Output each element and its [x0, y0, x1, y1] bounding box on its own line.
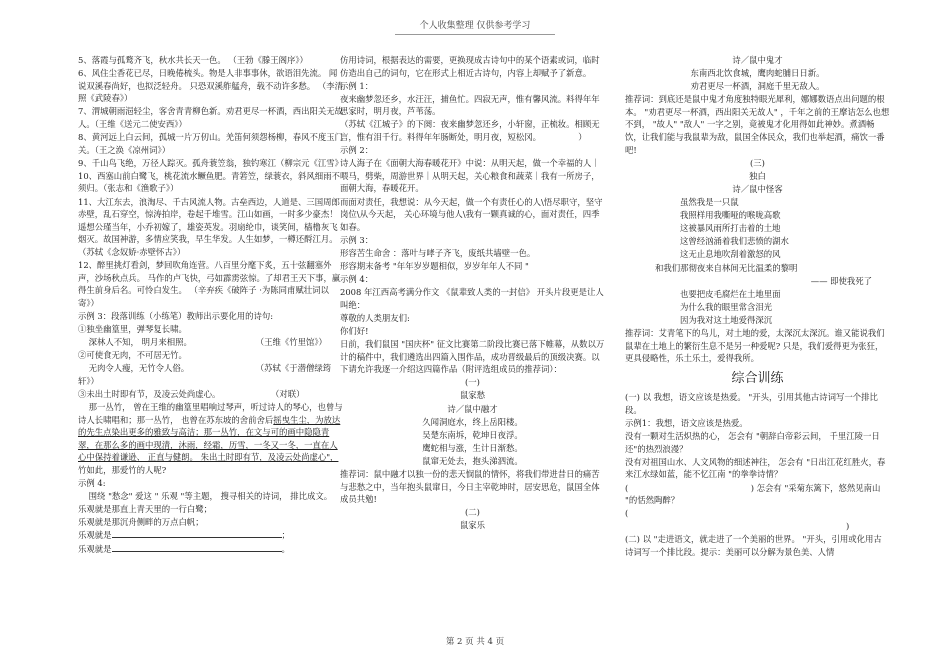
optimism-blank-1: 乐观就是 ； [78, 530, 290, 541]
entry-1-line-1: 久闻洞庭水，终上岳阳楼。 [422, 416, 523, 427]
optimism-blank-2-label: 乐观就是 [78, 543, 112, 554]
c2-example-3-heading: 示例 3： [340, 234, 374, 245]
column-1 [78, 54, 344, 556]
poem-item-12: 12、醉里挑灯看剑，梦回吹角连营。八百里分麾下炙，五十弦翻塞外声，沙场秋点兵。 马作的卢飞快，弓如霹雳弦惊。了却君王天下事，赢得生前身后名。可怜白发生。 （辛弃疾《破阵子 ·为陈同甫赋壮词以寄》） [78, 260, 341, 308]
entry-1-author: 诗／鼠中融才 [447, 403, 498, 414]
example-3-heading: 示例 3：段落训练（小练笔）教师出示要化用的诗句: [78, 310, 274, 321]
entry-3-line-10: 因为我对这土地爱得深沉 [680, 314, 773, 325]
entry-3-line-6: 和我们那彻夜来自林间无比温柔的黎明 [655, 262, 798, 273]
poem-item-11: 11、大江东去，浪淘尽、千古风流人物。古垒西边，人道是、三国周郎赤壁，乱石穿空，惊涛拍岸，卷起千堆雪。江山如画，一时多少豪杰！ 遥想公瑾当年，小乔初嫁了，雄姿英发。羽扇纶巾，谈笑间，樯橹灰飞烟灭。故国神游，多情应笑我，早生华发。人生如梦，一樽还酹江月。（苏轼《念奴娇·赤壁怀古》） [78, 196, 341, 257]
entry-3-line-7: —— 即使我死了 [810, 275, 872, 286]
column-2 [340, 54, 605, 532]
letter-greeting: 你们好! [340, 325, 369, 336]
bamboo-text: 那一丛竹， 曾在王维的幽篁里唱响过琴声，听过诗人的琴心，也曾与诗人长啸唱和；那一丛竹， 也曾在苏东坡的舍前舍后 [78, 402, 343, 425]
fill-blank-line-1[interactable] [112, 537, 282, 538]
c2-example-4-intro: 2008 年江西高考满分作文 《鼠辈致人类的一封信》 开头片段更是让人叫绝： [340, 287, 604, 310]
entry-3-line-3: 这被暴风雨所打击着的土地 [680, 223, 781, 234]
c2-example-3-line-1: 形容苦生命舍 ：落叶与哮子齐飞，废纸共墙壁一色。 [340, 247, 536, 258]
entry-2-recommendation: 推荐词：到底还是鼠中鬼才角度独特眼光犀利，娜娜数语点出问题的根本。 "劝君更尽一杯酒，西出阳关无故人" ，千年之前的王摩诘怎么也想不到， "故人" "敌人" 一字之别，竟被鬼才化用得如此神妙。煮酒畅饮，让我们能与我鼠辈为敌，鼠国全体民众，我们也举起酒，痛饮一番吧! [625, 94, 890, 155]
exercise-1-blank-2-close[interactable]: ) [625, 521, 850, 532]
quote-3: ③未出土时即有节，及凌云处尚虚心。 （对联） [78, 388, 305, 399]
exercise-1-blank-1[interactable]: ( ) 怎会有 "采菊东篱下，悠然见南山 "的恬然陶醉？ [625, 482, 884, 506]
bamboo-tail: 竹如此，那爱竹的人呢? [78, 465, 167, 475]
entry-3-line-8: 也要把皮毛腐烂在土地里面 [680, 288, 781, 299]
exercise-1-example-heading: 示例1：我想，语文应该是热爱。 [625, 418, 748, 429]
entry-2-line-2: 劝君更尽一杯酒，洞庭千里无敌人。 [690, 81, 825, 92]
c2-example-2-text: 诗人海子在《面朝大海春暖花开》中说：从明天起，做一个幸福的人｜喂马，劈柴，周游世界｜从明天起，关心粮食和蔬菜｜我有一所房子，面朝大海，春暖花开。 [340, 158, 600, 194]
entry-3-line-1: 虽然我是一只鼠 [680, 197, 739, 208]
entry-2-line-1: 东南西北饮食城，鹰肉蛇脯日日新。 [690, 68, 825, 79]
entry-1-line-2: 吴楚东南坼，乾坤日夜浮。 [422, 429, 523, 440]
entry-1-line-4: 鼠窜无处去，抱头涕泗流。 [422, 455, 523, 466]
poem-item-8: 8、黄河远上白云间，孤城一片万仞山。羌笛何须怨杨柳，春风不度玉门关。（王之涣《凉州词》） [78, 132, 343, 155]
column-3 [625, 54, 890, 559]
c2-example-1-source: （苏轼《江城子》的下阕：夜来幽梦忽还乡，小轩窗，正梳妆。相顾无言，惟有泪千行。料得年年肠断处，明月夜，短松冈。 ） [340, 119, 600, 143]
poem-item-9: 9、千山鸟飞绝，万径人踪灭。孤舟蓑笠翁，独钓寒江（柳宗元《江雪》 [78, 157, 343, 168]
quote-1a: ①独坐幽篁里，弹琴复长啸。 [78, 323, 187, 334]
entry-2-author: 诗／鼠中鬼才 [732, 55, 783, 65]
entry-2-number: (二) [465, 507, 480, 518]
imitation-intro: 仿用诗词，根据表达的需要，更换现成古诗句中的某个语素或词，临时仿造出自己的词句，它在形式上相近古诗句，内容上却赋予了新意。 [340, 55, 600, 78]
c2-example-4-heading: 示例 4： [340, 274, 374, 285]
entry-3-line-9: 为什么我的眼里常含泪光 [680, 301, 773, 312]
c2-example-2-heading: 示例 2： [340, 145, 374, 156]
entry-3-line-2: 我照样用我嘶哑的喉咙高歌 [680, 210, 781, 221]
c2-example-1-heading: 示例 1： [340, 80, 374, 91]
entry-2-title: 鼠家乐 [459, 520, 486, 531]
bamboo-underlined-text: 摇曳生尘，为放达的先生点染出更多的雅致与高洁；那一丛竹，在文与可的画中隐隐青翠，在那么多的画中现清，沐雨，经霜，历雪，一冬又一冬，一直在人心中保持着谦逊、 正直与健朗。 朱出土时即有节，及凌云处尚虚心"， [78, 414, 341, 463]
entry-3-author: 诗／鼠中怪客 [732, 183, 783, 194]
optimism-line-2: 乐观就是那沉舟侧畔的万点白帆； [78, 517, 204, 528]
poem-item-7: 7、渭城朝雨浥轻尘，客舍青青柳色新。劝君更尽一杯酒，西出阳关无故人。（王维《送元二使安西》） [78, 106, 343, 129]
exercise-2-prompt: (二) 以 "走进语文，就走进了一个美丽的世界。 "开头，引用或化用古诗词写一个排比段。提示：美丽可以分解为景色美、人情 [625, 534, 882, 557]
entry-3-line-5: 这无止息地吹刮着激怒的风 [680, 249, 781, 260]
c2-example-3-line-2: 形容期末备考 "年年岁岁题相似，岁岁年年人不同 " [340, 261, 529, 271]
quote-2a: ②可使食无肉，不可居无竹。 [78, 350, 187, 361]
entry-3-number: (三) [750, 157, 765, 168]
exercise-1-prompt: (一) 以 我想，语文应该是热爱。 "开头，引用其他古诗词写一个排比段。 [625, 392, 878, 415]
entry-1-number: (一) [465, 377, 480, 388]
optimism-blank-1-label: 乐观就是 [78, 530, 112, 541]
poem-item-5: 5、落霞与孤鹜齐飞，秋水共长天一色。 （王勃《滕王阁序》） [78, 55, 308, 65]
exercise-1-blank-2-open[interactable]: ( [625, 508, 629, 519]
letter-body: 日前，我们鼠国 "国庆杯" 征文比赛第二阶段比赛已落下帷幕，从数以万计的稿件中，我们遴选出四篇入围作品，成功晋级最后的顶级决赛。以下请允许我逐一介绍这四篇作品（附评选组成员的推荐词）： [340, 339, 605, 375]
c2-example-2-imitation: 而面对责任，我想说：从今天起，做一个有责任心的人\悟尽职守，坚守岗位\从今天起， 关心环境与他人\我有一颗真诚的心，面对责任，四季如春。 [340, 196, 603, 232]
poem-item-6: 6、风住尘香花已尽，日晚倦梳头。物是人非事事休，欲语泪先流。 闻说双溪春尚好，也拟泛轻舟。 只恐双溪舴艋舟，载不动许多愁。 （李清照《武陵春》） [78, 68, 343, 104]
entry-1-title: 鼠家愁 [459, 390, 486, 401]
poem-item-10: 10、西塞山前白鹭飞，桃花流水鳜鱼肥。青箬笠，绿蓑衣，斜风细雨不须归。（张志和《渔歌子》） [78, 170, 340, 194]
bamboo-paragraph [78, 401, 344, 477]
quote-2b: 无肉令人瘦，无竹令人俗。 （苏轼《于潜僧绿筠轩》） [78, 363, 332, 386]
example-4-heading: 示例 4: [78, 478, 106, 489]
c2-example-1-poem: 夜来幽梦忽还乡，水汪汪，捕鱼忙。四寂无声，惟有馨风流。料得年年思家时，明月夜，芦苇荡。 [340, 93, 600, 117]
section-title: 综合训练 [731, 370, 784, 386]
exercise-1-example-line-2: 没有对祖国山水、人文风物的细述神往， 怎会有 "日出江花红胜火，春来江水绿如蓝，能不忆江南 "的拳拳诗情？ [625, 456, 886, 480]
header-divider [395, 34, 555, 35]
optimism-blank-2: 乐观就是 。 [78, 543, 290, 554]
fill-blank-line-2[interactable] [112, 551, 282, 552]
exercise-1-example-line-1: 没有一颗对生活炽热的心， 怎会有 "朝辞白帝彩云间， 千里江陵一日还"的热烈浪漫？ [625, 431, 880, 454]
quote-1b: 深林人不知， 明月来相照。 （王维《竹里馆》） [78, 337, 327, 348]
entry-3-line-4: 这曾经汹涌着我们悲愤的湖水 [680, 236, 789, 247]
entry-3-poem-end [625, 288, 890, 327]
page-footer: 第 2 页 共 4 页 [445, 637, 505, 647]
page-header: 个人收集整理 仅供参考学习 [419, 21, 531, 31]
letter-salutation: 尊敬的人类朋友们: [340, 312, 410, 323]
example-4-instruction: 围绕 "愁念" 爱这 " 乐观 "等主题， 搜寻相关的诗词， 排比成文。 [78, 491, 333, 502]
entry-1-line-3: 鹰蛇相与涨，生计日渐愁。 [422, 442, 523, 453]
entry-3-poem [625, 196, 890, 261]
entry-3-title: 独白 [749, 170, 766, 181]
entry-3-recommendation: 推荐词：艾青笔下的鸟儿，对土地的爱，太深沉太深沉。谁又能说我们鼠辈在土地上的繁衍生息不是另一种爱呢? 只是，我们爱得更为张狂，更具侵略性，乐土乐土，爱得我所。 [625, 327, 885, 364]
optimism-line-1: 乐观就是那直上青天里的一行白鹭； [78, 504, 212, 515]
entry-1-recommendation: 推荐词：鼠中融才以独一份的悲天悯鼠的情怀，将我们带进昔日的痛苦与悲愁之中，当年抱头鼠窜日，今日主宰乾坤时，居安思危，鼠国全体成员共勉! [340, 469, 600, 505]
